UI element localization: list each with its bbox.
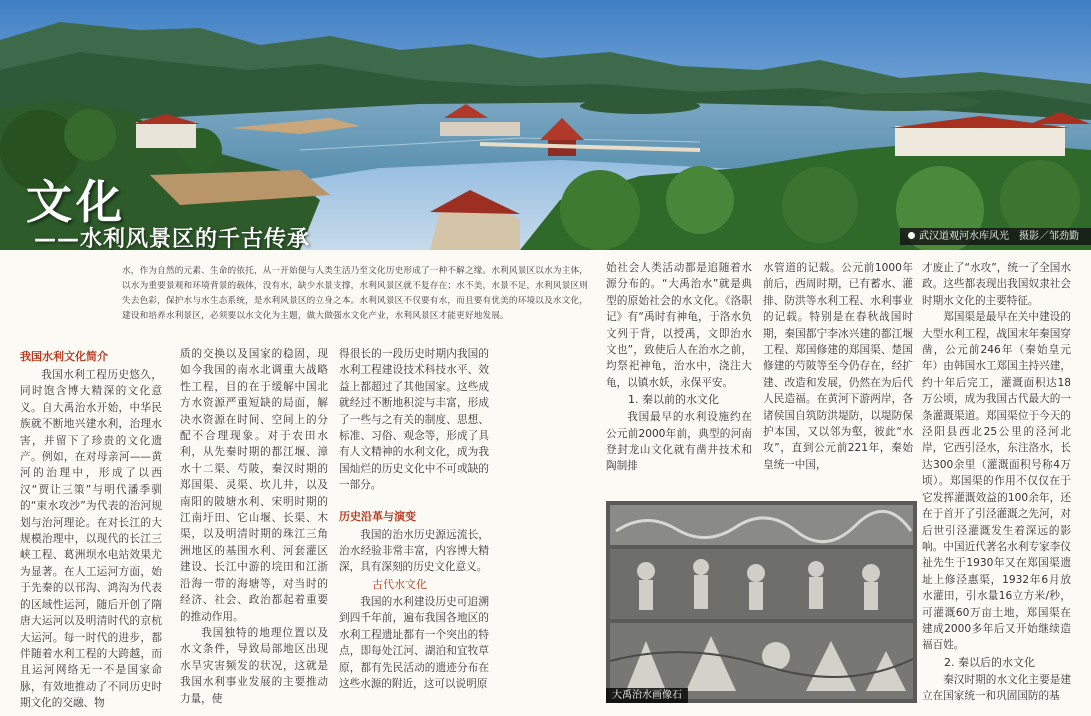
paragraph: 得很长的一段历史时期内我国的水利工程建设技术科技水平、效益上都超过了其他国家。这些成就经过不断地积淀与丰富，形成了一些与之有关的制度、思想、标准、习俗、观念等，形成了具有人文精神的水利文化，成为我国灿烂的历史文化中不可或缺的一部分。 [339,348,489,492]
paragraph: 水管道的记载。公元前1000年前后，西周时期，已有蓄水、灌排、防洪等水利工程、水利事业的记载。特别是在春秋战国时期，秦国都宁李冰兴建的都江堰工程、郑国修建的郑国渠、楚国修建的芍陂等至今仍存在，经扩建、改造和发展，仍然在为后代人民造福。在黄河下游两岸，各诸侯国自筑防洪堤防，以堤防保护本国，又以邻为壑，彼此“水攻”，直到公元前221年，秦始皇统一中国， [763,262,913,471]
hero-photo [0,0,1091,250]
subheading-post-qin: 2. 秦以后的水文化 [944,655,1035,669]
text-column-1 [20,346,162,712]
paragraph: 秦汉时期的水文化主要是建立在国家统一和巩固国防的基 [922,673,1071,703]
text-column-5 [763,260,913,473]
paragraph: 质的交换以及国家的稳固，现如今我国的南水北调重大战略性工程，目的在于缓解中国北方水资源严重短缺的局面，解决水资源在时间、空间上的分配不合理现象。对于农田水利，从先秦时期的都江堰、漳水十二渠、芍陂，秦汉时期的郑国渠、灵渠、坎儿井，以及南阳的陂塘水利、宋明时期的江南圩田、它山堰、长渠、木渠，以及明清时期的珠江三角洲地区的基围水利、河套灌区建设、长江中游的垸田和江浙沿海一带的海塘等，对当时的经济、社会、政治都起着重要的推动作用。 [180,348,328,623]
page-subtitle: ——水利风景区的千古传承 [34,227,311,250]
photo-credit [900,228,1091,245]
paragraph: 我国的水利建设历史可追溯到四千年前，遍布我国各地区的水利工程遗址都有一个突出的特点，即每处江河、湖泊和宜牧草原，都有先民活动的遗迹分布在这些水源的附近，这可以说明原 [339,595,489,690]
paragraph: 我国最早的水利设施约在公元前2000年前，典型的河南登封龙山文化就有凿井技术和陶制排 [606,411,752,473]
section-heading-intro: 我国水利文化简介 [20,350,108,363]
paragraph: 我国的治水历史源远流长，治水经验非常丰富，内容博大精深，具有深刻的历史文化意义。 [339,528,489,574]
photo-credit-text: 武汉道观河水库风光 摄影／邹劲勤 [919,231,1079,242]
stone-relief-illustration [606,501,917,703]
paragraph: 郑国渠是最早在关中建设的大型水利工程，战国末年秦国穿凿，公元前246年（秦始皇元年）由韩国水工郑国主持兴建，约十年后完工，灌溉面积达18万公顷，成为我国古代最大的一条灌溉渠道。郑国渠位于今天的泾阳县西北25公里的泾河北岸，它西引泾水，东注洛水，长达300余里（灌溉面积号称4万顷）。郑国渠的作用不仅仅在于它发挥灌溉效益的100余年，还在于首开了引泾灌溉之先河，对后世引泾灌溉发生着深远的影响。中国近代著名水利专家李仪祉先生于1930年又在郑国渠遗址上修泾惠渠，1932年6月放水灌田，引水量16立方米/秒，可灌溉60万亩土地，郑国渠在建成2000多年后又开始继续造福百姓。 [922,311,1071,652]
reservoir-landscape-illustration [0,0,1091,250]
paragraph: 才废止了“水攻”，统一了全国水政。这些都表现出我国奴隶社会时期水文化的主要特征。 [922,262,1071,307]
page-title: 文化 [26,175,126,229]
subheading-ancient: 古代水文化 [372,577,427,591]
relief-image [606,501,917,703]
lead-paragraph: 水，作为自然的元素、生命的依托，从一开始便与人类生活乃至文化历史形成了一种不解之缘。水利风景区以水为主体，以水为重要景观和环境背景的载体，没有水，缺少水景支撑，水利风景区就不复存在；水不美，水景不足，水利风景区则失去色彩，保护水与水生态系统，是水利风景区的立身之本。水利风景区不仅要有水，而且要有优美的环境以及水文化，建设和培养水利景区，必须要以水文化为主题，做大做强水文化产业，水利风景区才能更好地发展。 [122,266,589,321]
paragraph: 我国水利工程历史悠久，同时饱含博大精深的文化意义。自大禹治水开始，中华民族就不断地兴建水利，治理水害，并留下了珍贵的文化遗产。例如，在对母亲河——黄河的治理中，形成了以西汉“贾让三策”与明代潘季驯的“束水攻沙”为代表的治河规划与治河理论。在对长江的大规模治理中，以现代的长江三峡工程、葛洲坝水电站效果尤为显著。在人工运河方面，始于先秦的以邗沟、鸿沟为代表的区域性运河，随后开创了隋唐大运河以及明清时代的京杭大运河。每一时代的进步，都伴随着水利工程的大跨越，而且运河网络无一不是国家命脉，有效地推动了不同历史时期文化的交融、物 [20,369,162,710]
text-column-2 [180,346,328,707]
section-heading-history: 历史沿革与演变 [339,509,416,523]
subheading-pre-qin: 1. 秦以前的水文化 [628,393,719,407]
image-caption: 大禹治水画像石 [606,688,688,703]
text-column-3 [339,346,489,692]
bullet-icon [908,232,915,239]
text-column-4 [606,260,752,475]
paragraph: 始社会人类活动都是追随着水源分布的。“大禹治水”就是典型的原始社会的水文化。《洛职记》有“禹时有神龟，于洛水负文列于背，以授禹，文即治水文也”，致使后人在治水之前，均祭祀神龟，治水中，浇注大龟，以镇水妖，永保平安。 [606,262,752,389]
text-column-6 [922,260,1071,705]
paragraph: 我国独特的地理位置以及水文条件，导致局部地区出现水旱灾害频发的状况，这就是我国水利事业发展的主要推动力量，使 [180,626,328,705]
